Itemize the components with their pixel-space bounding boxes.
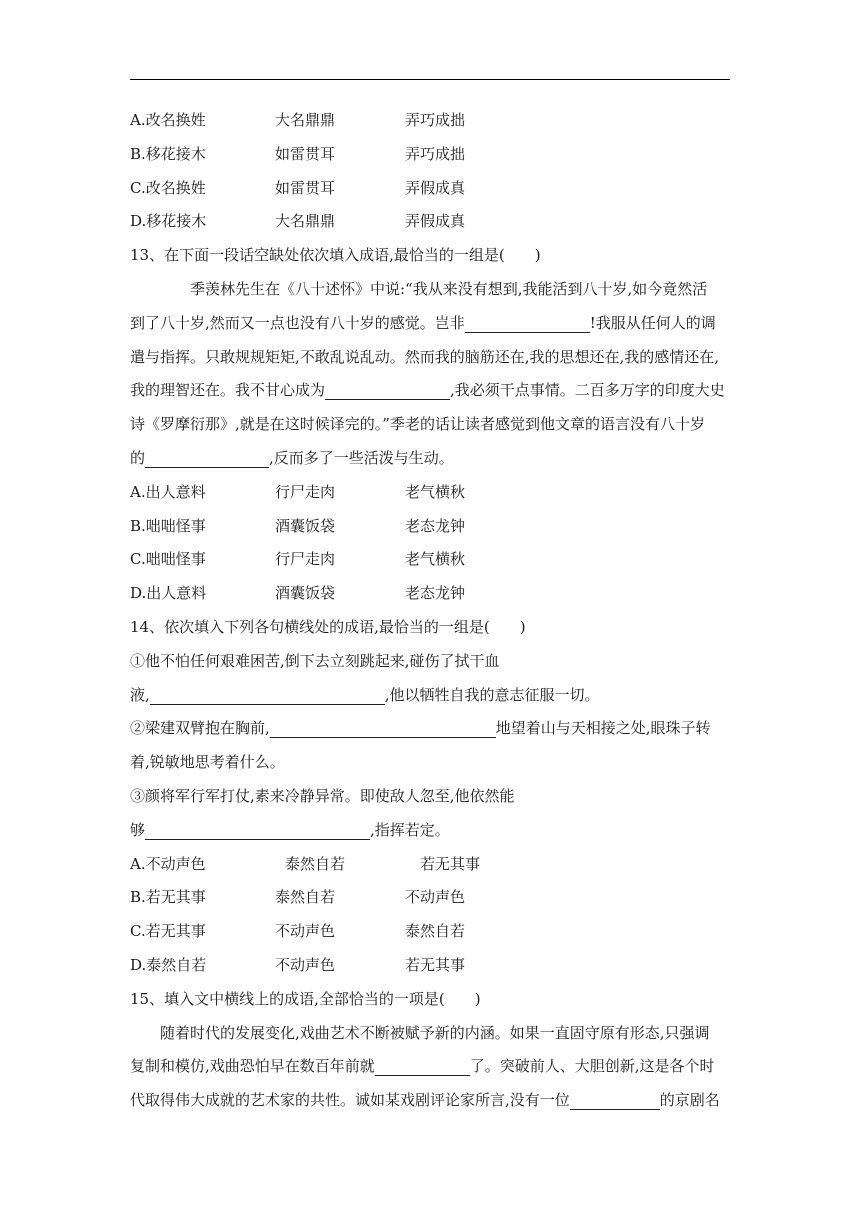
- option-idiom-3: 若无其事: [420, 854, 481, 873]
- passage-text: ,反而多了一些活泼与生动。: [269, 448, 454, 467]
- option-idiom-3: 泰然自若: [405, 922, 466, 941]
- q13-option-d[interactable]: [130, 577, 730, 611]
- q13-option-a[interactable]: [130, 476, 730, 510]
- passage-text: 了。突破前人、大胆创新,这是各个时: [469, 1057, 715, 1076]
- q13-passage-line-3: 遣与指挥。只敢规规矩矩,不敢乱说乱动。然而我的脑筋还在,我的思想还在,我的感情还在,: [130, 347, 720, 366]
- q13-passage-line-4: [130, 374, 730, 408]
- answer-blank-2[interactable]: [270, 717, 496, 738]
- option-idiom-2: 大名鼎鼎: [275, 111, 336, 129]
- option-idiom-3: 弄假成真: [405, 178, 466, 197]
- answer-blank-2[interactable]: [325, 379, 450, 400]
- option-label: B.移花接木: [130, 144, 206, 163]
- passage-text: 我的理智还在。我不甘心成为: [130, 381, 326, 400]
- option-idiom-3: 老气横秋: [405, 550, 466, 569]
- option-label: D.移花接木: [130, 212, 207, 231]
- passage-text: 代取得伟大成就的艺术家的共性。诚如某戏剧评论家所言,没有一位: [130, 1091, 570, 1110]
- passage-text: ,我必须干点事情。二百多万字的印度大史: [450, 381, 725, 400]
- option-idiom-2: 泰然自若: [275, 888, 336, 907]
- option-label: B.若无其事: [130, 888, 206, 907]
- passage-text: 的: [130, 448, 146, 467]
- option-label: B.咄咄怪事: [130, 516, 206, 535]
- q13-passage-line-1: 季羡林先生在《八十述怀》中说:“我从来没有想到,我能活到八十岁,如今竟然活: [190, 279, 708, 298]
- option-label: A.出人意料: [130, 482, 206, 501]
- answer-blank-2[interactable]: [570, 1089, 660, 1110]
- passage-text: ②梁建双臂抱在胸前,: [130, 719, 270, 738]
- q13-option-b[interactable]: [130, 510, 730, 544]
- q12-option-a[interactable]: [130, 104, 730, 138]
- option-label: D.出人意料: [130, 584, 207, 603]
- option-label: A.改名换姓: [130, 111, 206, 129]
- option-idiom-2: 行尸走肉: [275, 482, 336, 501]
- passage-text: 到了八十岁,然而又一点也没有八十岁的感觉。岂非: [130, 313, 465, 332]
- option-label: A.不动声色: [130, 854, 206, 873]
- option-idiom-3: 老态龙钟: [405, 584, 466, 603]
- option-label: C.咄咄怪事: [130, 550, 206, 569]
- option-idiom-3: 若无其事: [405, 955, 466, 974]
- option-idiom-2: 如雷贯耳: [275, 144, 336, 163]
- passage-text: 够: [130, 820, 146, 839]
- option-idiom-3: 弄巧成拙: [405, 111, 466, 129]
- q14-sentence-2-line-2: 着,锐敏地思考着什么。: [130, 753, 285, 772]
- q13-stem: 13、在下面一段话空缺处依次填入成语,最恰当的一组是( ): [130, 246, 541, 265]
- q14-sentence-1-line-1: ①他不怕任何艰难困苦,倒下去立刻跳起来,碰伤了拭干血: [130, 651, 500, 670]
- q14-sentence-2-line-1: [130, 712, 730, 746]
- q14-option-a[interactable]: [130, 848, 730, 882]
- q14-stem: 14、依次填入下列各句横线处的成语,最恰当的一组是( ): [130, 617, 526, 636]
- option-idiom-2: 酒囊饭袋: [275, 584, 336, 603]
- passage-text: 液,: [130, 685, 150, 704]
- q12-option-c[interactable]: [130, 172, 730, 206]
- option-idiom-3: 老气横秋: [405, 482, 466, 501]
- q14-option-b[interactable]: [130, 881, 730, 915]
- q13-passage-line-6: [130, 442, 730, 476]
- q14-option-c[interactable]: [130, 915, 730, 949]
- q15-passage-line-2: [130, 1050, 730, 1084]
- q15-passage-line-1: 随着时代的发展变化,戏曲艺术不断被赋予新的内涵。如果一直固守原有形态,只强调: [160, 1023, 710, 1042]
- option-label: C.若无其事: [130, 922, 206, 941]
- q12-option-d[interactable]: [130, 205, 730, 239]
- option-idiom-2: 不动声色: [275, 922, 336, 941]
- q13-option-c[interactable]: [130, 543, 730, 577]
- passage-text: 的京剧名: [659, 1091, 720, 1110]
- answer-blank-3[interactable]: [145, 819, 370, 840]
- q13-passage-line-5: 诗《罗摩衍那》,就是在这时候译完的。”季老的话让读者感觉到他文章的语言没有八十岁: [130, 415, 705, 434]
- option-label: D.泰然自若: [130, 955, 207, 974]
- option-label: C.改名换姓: [130, 178, 206, 197]
- answer-blank-1[interactable]: [375, 1055, 470, 1076]
- passage-text: 地望着山与天相接之处,眼珠子转: [495, 719, 711, 738]
- option-idiom-3: 弄巧成拙: [405, 144, 466, 163]
- option-idiom-2: 如雷贯耳: [275, 178, 336, 197]
- option-idiom-2: 酒囊饭袋: [275, 516, 336, 535]
- passage-text: 复制和模仿,戏曲恐怕早在数百年前就: [130, 1057, 375, 1076]
- q13-passage-line-2: [130, 307, 730, 341]
- q14-sentence-3-line-1: ③颜将军行军打仗,素来冷静异常。即使敌人忽至,他依然能: [130, 786, 515, 805]
- option-idiom-3: 不动声色: [405, 888, 466, 907]
- q14-sentence-1-line-2: [130, 679, 730, 713]
- option-idiom-2: 行尸走肉: [275, 550, 336, 569]
- answer-blank-1[interactable]: [150, 684, 385, 705]
- passage-text: ,指挥若定。: [370, 820, 450, 839]
- option-idiom-2: 大名鼎鼎: [275, 212, 336, 231]
- q14-sentence-3-line-2: [130, 814, 730, 848]
- option-idiom-3: 弄假成真: [405, 212, 466, 231]
- option-idiom-2: 泰然自若: [285, 854, 346, 873]
- q14-option-d[interactable]: [130, 949, 730, 983]
- passage-text: ,他以牺牲自我的意志征服一切。: [384, 685, 600, 704]
- option-idiom-3: 老态龙钟: [405, 516, 466, 535]
- answer-blank-3[interactable]: [145, 447, 269, 468]
- option-idiom-2: 不动声色: [275, 955, 336, 974]
- q15-stem: 15、填入文中横线上的成语,全部恰当的一项是( ): [130, 989, 481, 1008]
- document-body: [130, 104, 730, 1118]
- q15-passage-line-3: [130, 1084, 730, 1118]
- header-rule: [130, 79, 730, 80]
- q12-option-b[interactable]: [130, 138, 730, 172]
- passage-text: !我服从任何人的调: [589, 313, 716, 332]
- answer-blank-1[interactable]: [465, 312, 590, 333]
